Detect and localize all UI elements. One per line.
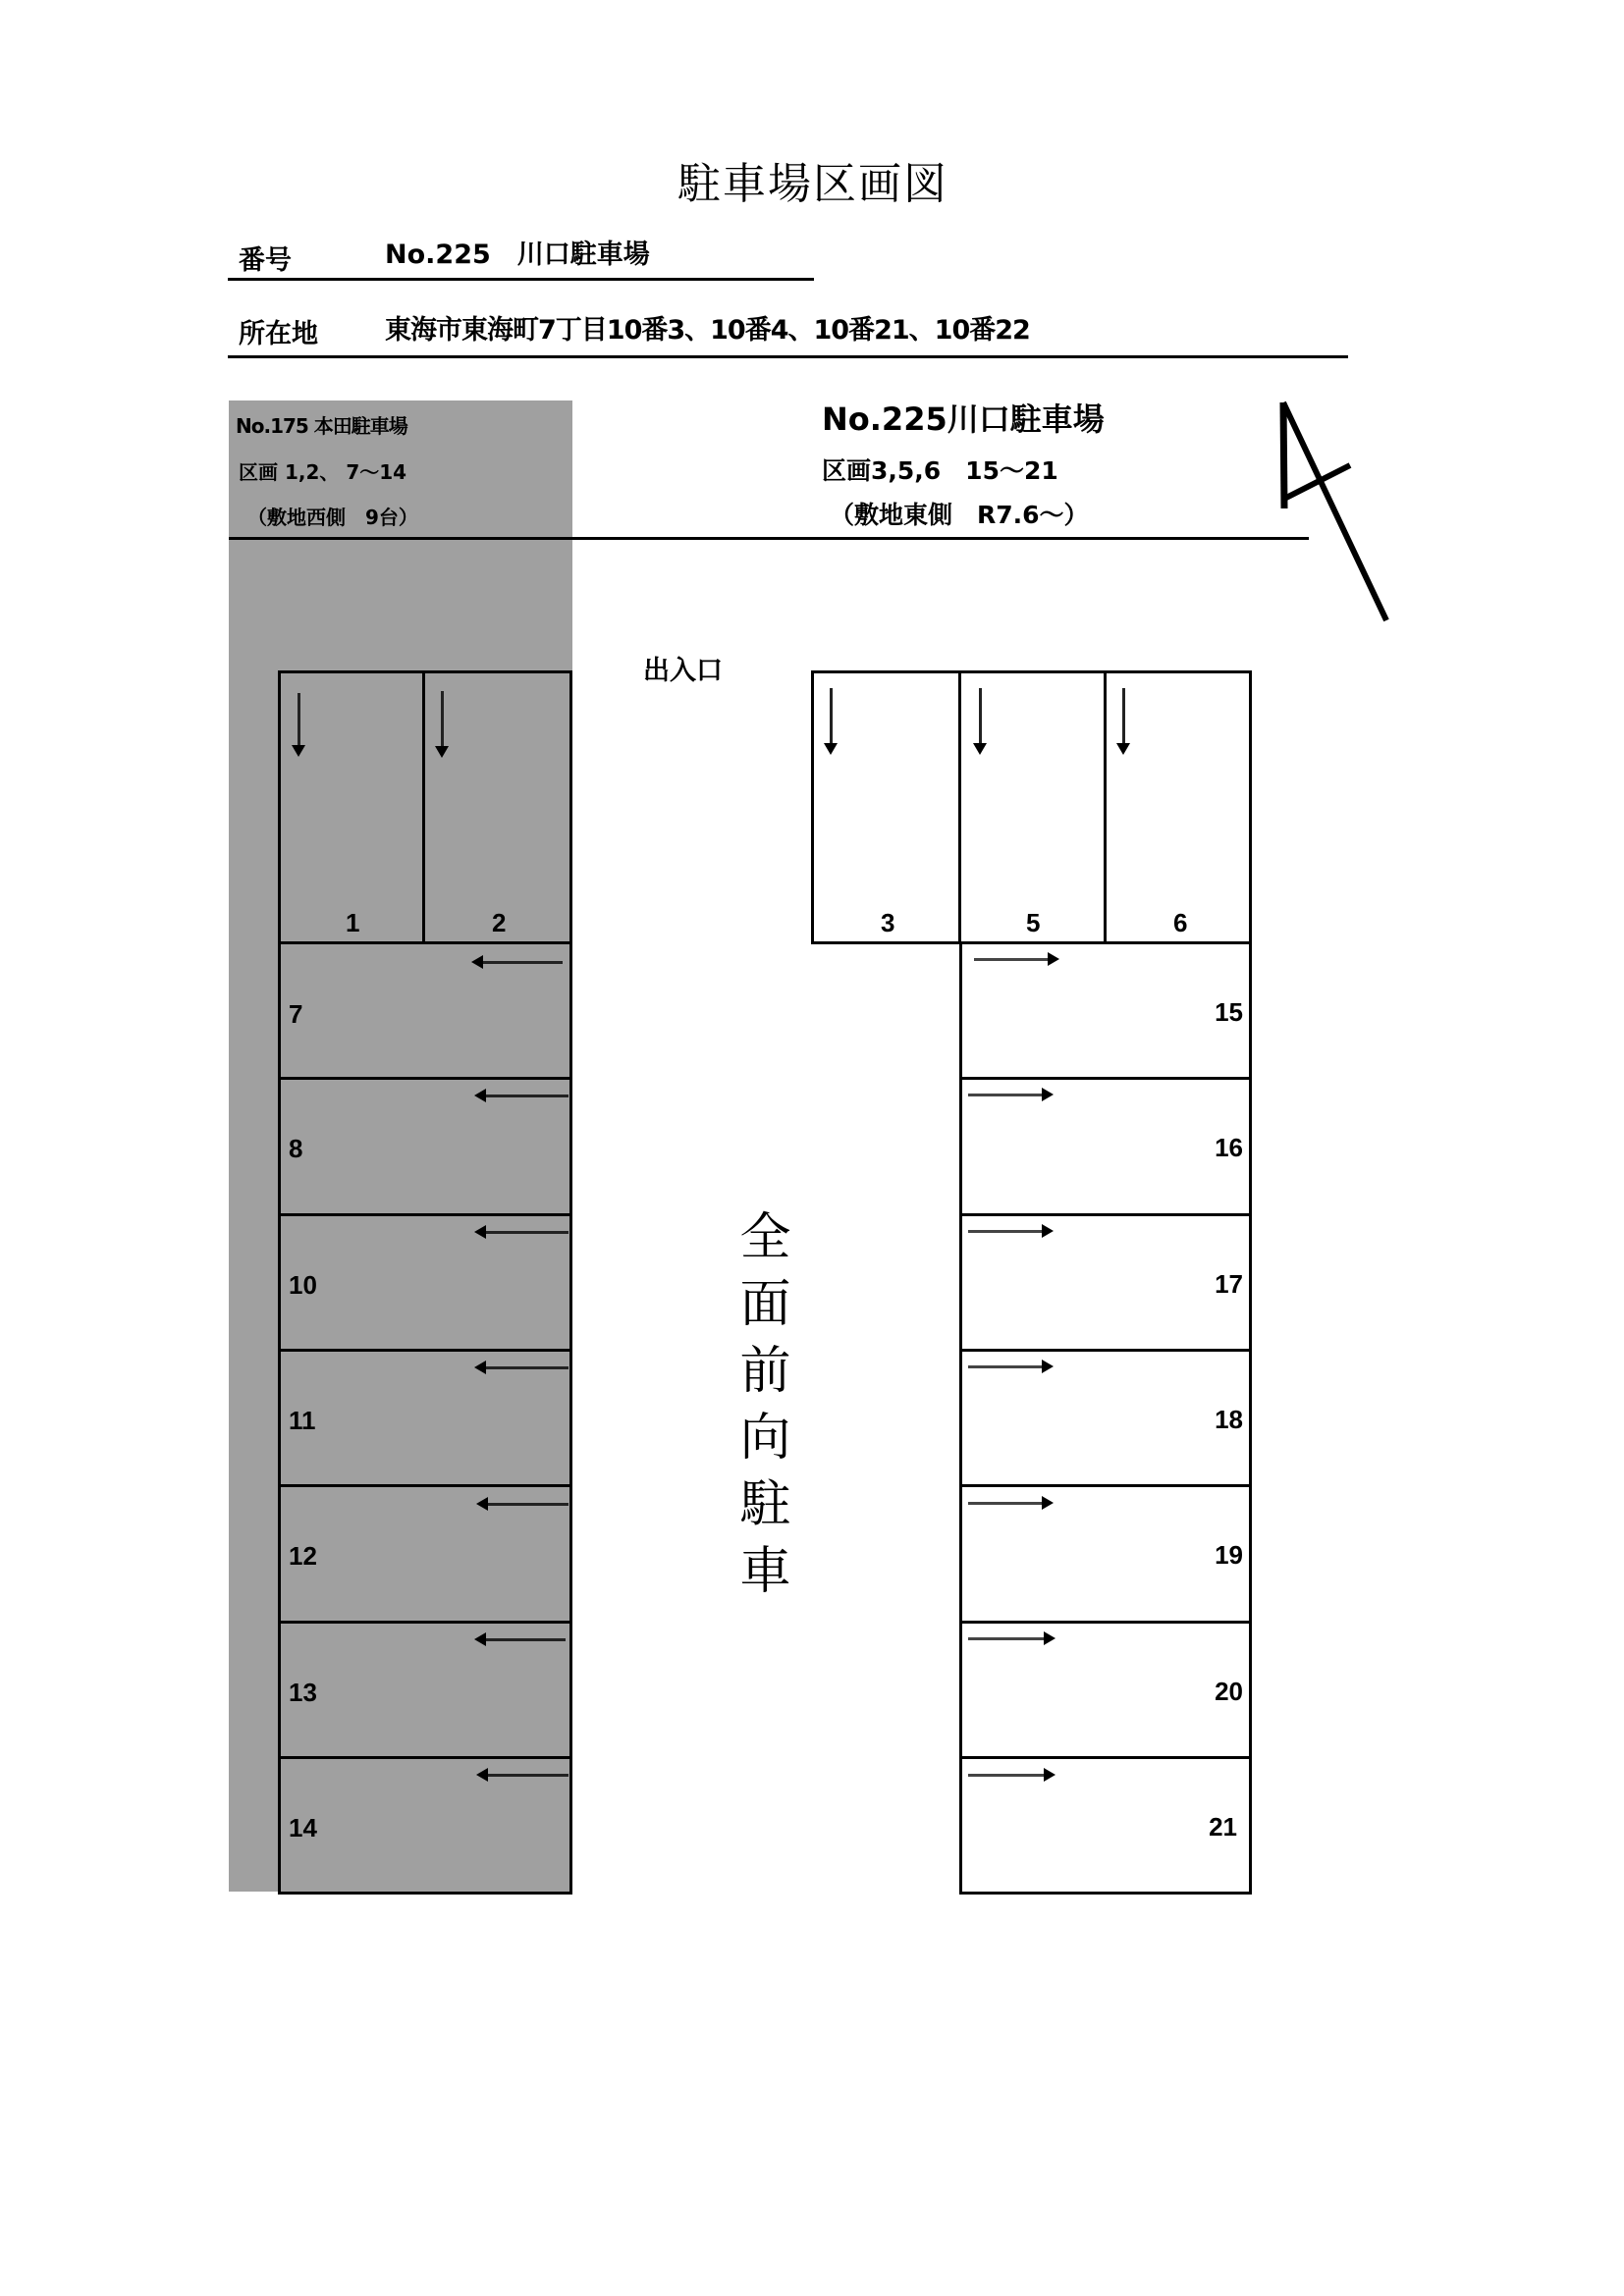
arrow-down-icon	[441, 691, 444, 748]
number-value: No.225 川口駐車場	[385, 240, 650, 270]
arrow-down-icon	[830, 688, 833, 745]
number-label: 番号	[239, 245, 292, 276]
slot-number: 16	[1215, 1133, 1243, 1162]
slot-number: 19	[1215, 1540, 1243, 1570]
arrow-left-icon	[487, 1774, 568, 1777]
parking-slot-20[interactable]	[959, 1621, 1252, 1759]
slot-number: 17	[1215, 1269, 1243, 1299]
arrow-left-icon	[487, 1503, 568, 1506]
slot-number: 11	[289, 1406, 316, 1435]
slot-number: 7	[289, 999, 303, 1029]
slot-number: 15	[1215, 997, 1243, 1027]
entrance-label: 出入口	[643, 656, 723, 686]
parking-slot-19[interactable]	[959, 1484, 1252, 1624]
slot-number: 2	[492, 908, 507, 937]
west-section-note: （敷地西側 9台）	[247, 506, 418, 529]
parking-slot-12[interactable]	[278, 1484, 572, 1624]
number-underline	[228, 278, 814, 281]
parking-slot-2[interactable]	[422, 670, 572, 944]
parking-slot-17[interactable]	[959, 1213, 1252, 1352]
east-section-note: （敷地東側 R7.6〜）	[830, 501, 1089, 529]
parking-slot-6[interactable]	[1104, 670, 1252, 944]
east-section-name: No.225川口駐車場	[822, 400, 1105, 438]
slot-number: 18	[1215, 1405, 1243, 1434]
arrow-left-icon	[485, 1638, 566, 1641]
arrow-left-icon	[485, 1231, 568, 1234]
parking-slot-16[interactable]	[959, 1077, 1252, 1216]
parking-slot-18[interactable]	[959, 1349, 1252, 1487]
arrow-right-icon	[968, 1502, 1043, 1505]
parking-slot-13[interactable]	[278, 1621, 572, 1759]
arrow-right-icon	[968, 1637, 1045, 1640]
front-parking-note: 全面前向駐車	[731, 1209, 789, 1610]
parking-slot-11[interactable]	[278, 1349, 572, 1487]
east-section-slots: 区画3,5,6 15〜21	[822, 456, 1058, 485]
section-divider	[229, 537, 1309, 540]
arrow-right-icon	[968, 1094, 1043, 1096]
parking-slot-15[interactable]	[959, 941, 1252, 1080]
page-title: 駐車場区画図	[677, 159, 948, 209]
west-section-name: No.175 本田駐車場	[236, 414, 407, 438]
parking-slot-8[interactable]	[278, 1077, 572, 1216]
slot-number: 5	[1026, 908, 1041, 937]
slot-number: 3	[881, 908, 895, 937]
slot-number: 10	[289, 1270, 317, 1300]
parking-slot-1[interactable]	[278, 670, 425, 944]
slot-number: 12	[289, 1541, 317, 1571]
arrow-down-icon	[979, 688, 982, 745]
parking-slot-5[interactable]	[958, 670, 1107, 944]
arrow-right-icon	[968, 1365, 1043, 1368]
slot-number: 1	[346, 908, 360, 937]
arrow-right-icon	[968, 1230, 1043, 1233]
arrow-left-icon	[485, 1095, 568, 1097]
arrow-down-icon	[1122, 688, 1125, 745]
arrow-down-icon	[298, 693, 300, 747]
arrow-left-icon	[482, 961, 563, 964]
parking-slot-21[interactable]	[959, 1756, 1252, 1895]
parking-slot-7[interactable]	[278, 941, 572, 1080]
slot-number: 6	[1173, 908, 1188, 937]
location-value: 東海市東海町7丁目10番3、10番4、10番21、10番22	[385, 315, 1030, 346]
arrow-right-icon	[968, 1774, 1045, 1777]
slot-number: 21	[1209, 1812, 1237, 1842]
slot-number: 8	[289, 1134, 303, 1163]
parking-slot-10[interactable]	[278, 1213, 572, 1352]
parking-slot-14[interactable]	[278, 1756, 572, 1895]
west-section-slots: 区画 1,2、 7〜14	[239, 460, 407, 484]
slot-number: 20	[1215, 1677, 1243, 1706]
slot-number: 13	[289, 1678, 317, 1707]
location-label: 所在地	[239, 319, 318, 349]
arrow-right-icon	[974, 958, 1049, 961]
parking-slot-3[interactable]	[811, 670, 961, 944]
location-underline	[228, 355, 1348, 358]
arrow-left-icon	[485, 1366, 568, 1369]
north-arrow-icon	[1267, 393, 1404, 638]
slot-number: 14	[289, 1813, 317, 1842]
